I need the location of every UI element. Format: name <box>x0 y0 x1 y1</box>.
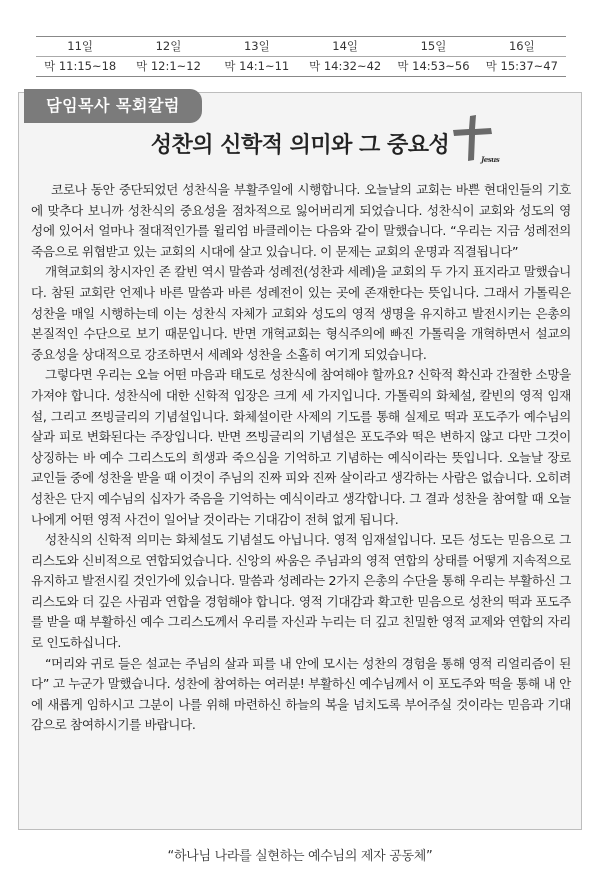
article-paragraph: “머리와 귀로 들은 설교는 주님의 살과 피를 내 안에 모시는 성찬의 경험을 통해 영적 리얼리즘이 된다” 고 누군가 말했습니다. 성찬에 참여하는 여러분! 부활하신 예수님께서 이 포도주와 떡을 통해 내 안에 새롭게 임하시고 그분이 나를 위해 마련하신 하늘의 복을 넘치도록 부어주실 것이라는 믿음과 기대감으로 참여하시기를 바랍니다. <box>31 655 571 733</box>
schedule-passage: 막 14:53~56 <box>397 59 470 73</box>
schedule-day-11 <box>36 37 124 76</box>
headline-block <box>0 128 600 164</box>
schedule-day-12 <box>124 37 212 76</box>
schedule-day-14 <box>301 37 389 76</box>
article-headline <box>150 128 500 164</box>
schedule-passage: 막 12:1~12 <box>136 59 201 73</box>
schedule-date: 11일 <box>36 37 124 57</box>
schedule-day-13 <box>213 37 301 76</box>
article-paragraph: 그렇다면 우리는 오늘 어떤 마음과 태도로 성찬식에 참여해야 할까요? 신학적 확신과 간절한 소망을 가져야 합니다. 성찬식에 대한 신학적 입장은 크게 세 가지입니다. 가톨릭의 화체설, 칼빈의 영적 임재설, 그리고 쯔빙글리의 기념설입니다. 화체설이란 사제의 기도를 통해 실제로 떡과 포도주가 예수님의 살과 피로 변화된다는 주장입니다. 반면 쯔빙글리의 기념설은 포도주와 떡은 변하지 않고 다만 그것이 상징하는 바 예수 그리스도의 희생과 죽으심을 기억하고 기념하는 예식이라는 뜻입니다. 오늘날 장로교인들 중에 성찬을 받을 때 이것이 주님의 진짜 피와 진짜 살이라고 생각하는 사람은 없습니다. 오히려 성찬은 단지 예수님의 십자가 죽음을 기억하는 예식이라고 생각합니다. 그 결과 성찬을 참여할 때 오늘 나에게 어떤 영적 사건이 일어날 것이라는 기대감이 전혀 없게 됩니다. <box>31 367 571 527</box>
article-paragraph: 개혁교회의 창시자인 존 칼빈 역시 말씀과 성례전(성찬과 세례)을 교회의 두 가지 표지라고 말했습니다. 참된 교회란 언제나 바른 말씀과 바른 성례전이 있는 곳에 존재한다는 뜻입니다. 그래서 가톨릭은 성찬을 매일 시행하는데 이는 성찬식 자체가 교회와 성도의 영적 생명을 유지하고 발전시키는 은총의 본질적인 수단으로 보기 때문입니다. 반면 개혁교회는 형식주의에 빠진 가톨릭을 개혁하면서 설교의 중요성을 상대적으로 강조하면서 세례와 성찬을 소홀히 여기게 되었습니다. <box>31 264 571 362</box>
schedule-day-16 <box>478 37 566 76</box>
schedule-day-15 <box>389 37 477 76</box>
schedule-date: 15일 <box>389 37 477 57</box>
schedule-date: 12일 <box>124 37 212 57</box>
schedule-date: 16일 <box>478 37 566 57</box>
church-motto: “하나님 나라를 실현하는 예수님의 제자 공동체” <box>167 849 433 864</box>
article-paragraph: 코로나 동안 중단되었던 성찬식을 부활주일에 시행합니다. 오늘날의 교회는 바쁜 현대인들의 기호에 맞추다 보니까 성찬식의 중요성을 점차적으로 잃어버리게 되었습니다. 성찬식이 교회와 성도의 영성에 있어서 얼마나 절대적인가를 윌리엄 바클레이는 다음와 같이 말했습니다. “우리는 지금 성례전의 죽음으로 위협받고 있는 교회의 시대에 살고 있습니다. 이 문제는 교회의 운명과 직결됩니다” <box>31 182 571 259</box>
column-section-label: 담임목사 목회칼럼 <box>24 89 202 123</box>
schedule-passage: 막 14:32~42 <box>309 59 382 73</box>
article-body <box>31 180 571 736</box>
schedule-date: 13일 <box>213 37 301 57</box>
schedule-passage: 막 14:1~11 <box>224 59 290 73</box>
headline-text: 성찬의 신학적 의미와 그 중요성 <box>150 133 450 158</box>
article-paragraph: 성찬식의 신학적 의미는 화체설도 기념설도 아닙니다. 영적 임재설입니다. 모든 성도는 믿음으로 그리스도와 신비적으로 연합되었습니다. 신앙의 싸움은 주님과의 영적 연합의 상태를 어떻게 지속적으로 유지하고 발전시킬 것인가에 있습니다. 말씀과 성례라는 2가지 은총의 수단을 통해 우리는 부활하신 그리스도와 더 깊은 사귐과 연합을 경험해야 합니다. 영적 기대감과 확고한 믿음으로 성찬의 떡과 포도주를 받을 때 부활하신 예수 그리스도께서 우리를 자신과 누리는 더 깊고 친밀한 영적 교제와 연합의 자리로 인도하십니다. <box>31 532 571 651</box>
schedule-date: 14일 <box>301 37 389 57</box>
schedule-passage: 막 11:15~18 <box>44 59 117 73</box>
reading-schedule <box>36 36 566 77</box>
cross-caption: Jesus <box>480 155 500 164</box>
schedule-passage: 막 15:37~47 <box>485 59 558 73</box>
